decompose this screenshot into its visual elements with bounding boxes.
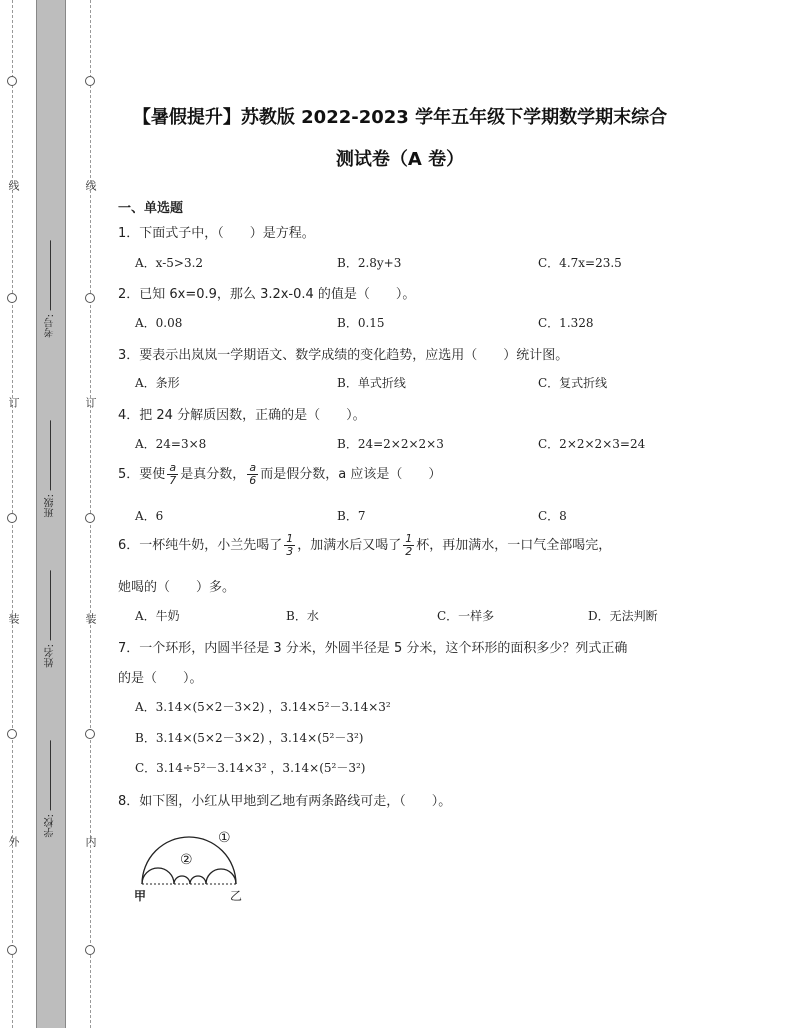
q6-option-d[interactable]: D．无法判断 <box>588 609 658 623</box>
fraction: $\frac{1}{2}$ <box>405 532 413 558</box>
route-1-label: ① <box>218 830 231 846</box>
q3-option-a[interactable]: A．条形 <box>135 376 180 390</box>
page-title: 【暑假提升】苏教版 2022-2023 学年五年级下学期数学期末综合 <box>132 107 668 128</box>
q2-option-c[interactable]: C．1.328 <box>538 316 594 330</box>
margin-char: 内 <box>84 836 97 847</box>
question-3: 3．要表示出岚岚一学期语文、数学成绩的变化趋势，应选用（ ）统计图。 <box>118 348 569 363</box>
start-label: 甲 <box>134 889 147 903</box>
route-2-arc <box>174 876 190 884</box>
q6-option-a[interactable]: A．牛奶 <box>135 609 180 623</box>
q2-option-a[interactable]: A．0.08 <box>135 316 183 330</box>
margin-char: 线 <box>7 180 20 191</box>
route-2-arc <box>190 876 206 884</box>
margin-char: 订 <box>84 397 97 408</box>
q7-option-a[interactable]: A．3.14×(5×2－3×2) ，3.14×5²－3.14×3² <box>135 700 391 714</box>
q6-option-b[interactable]: B．水 <box>286 609 319 623</box>
question-6-line2: 她喝的（ ）多。 <box>118 580 236 595</box>
route-diagram <box>130 822 250 908</box>
binding-hole <box>85 729 95 739</box>
fraction: $\frac{1}{3}$ <box>286 532 294 558</box>
class-field[interactable]: 班级: <box>43 420 58 517</box>
margin-char: 订 <box>7 397 20 408</box>
margin-char: 外 <box>7 836 20 847</box>
margin-char: 装 <box>84 613 97 624</box>
q7-option-b[interactable]: B．3.14×(5×2－3×2) ，3.14×(5²－3²) <box>135 731 364 745</box>
binding-hole <box>7 729 17 739</box>
q6-option-c[interactable]: C．一样多 <box>437 609 495 623</box>
q4-option-c[interactable]: C．2×2×2×3=24 <box>538 437 646 451</box>
question-7: 7．一个环形，内圆半径是 3 分米，外圆半径是 5 分米，这个环形的面积多少？列式正确 <box>118 641 628 656</box>
q2-option-b[interactable]: B．0.15 <box>337 316 385 330</box>
end-label: 乙 <box>230 889 243 903</box>
section-heading: 一、单选题 <box>118 201 184 216</box>
binding-hole <box>7 76 17 86</box>
question-2: 2．已知 6x=0.9，那么 3.2x-0.4 的值是（ ）。 <box>118 287 416 302</box>
route-2-arc <box>142 868 174 884</box>
exam-number-field[interactable]: 考号: <box>43 240 58 337</box>
binding-hole <box>7 513 17 523</box>
q4-option-b[interactable]: B．24=2×2×2×3 <box>337 437 444 451</box>
question-8: 8．如下图，小红从甲地到乙地有两条路线可走，（ ）。 <box>118 794 452 809</box>
binding-hole <box>7 945 17 955</box>
school-field[interactable]: 学校: <box>43 740 58 837</box>
q3-option-b[interactable]: B．单式折线 <box>337 376 406 390</box>
binding-hole <box>85 945 95 955</box>
name-field[interactable]: 姓名: <box>43 570 58 667</box>
q4-option-a[interactable]: A．24=3×8 <box>135 437 207 451</box>
q1-option-c[interactable]: C．4.7x=23.5 <box>538 256 622 270</box>
question-4: 4．把 24 分解质因数，正确的是（ ）。 <box>118 408 366 423</box>
route-2-label: ② <box>180 852 193 868</box>
binding-hole <box>85 76 95 86</box>
q5-option-c[interactable]: C．8 <box>538 509 567 523</box>
binding-hole <box>85 513 95 523</box>
q3-option-c[interactable]: C．复式折线 <box>538 376 608 390</box>
question-5: 5．要使 $\frac{a}{7}$ 是真分数， $\frac{a}{6}$ 而是假分数，a 应该是（ ） <box>118 461 442 487</box>
question-6: 6．一杯纯牛奶，小兰先喝了 $\frac{1}{3}$ ，加满水后又喝了 $\frac{1}{2}$ 杯，再加满水，一口气全部喝完， <box>118 532 612 558</box>
fraction: $\frac{a}{6}$ <box>249 461 257 487</box>
page-subtitle: 测试卷（A 卷） <box>335 149 465 170</box>
binding-hole <box>7 293 17 303</box>
q5-option-b[interactable]: B．7 <box>337 509 366 523</box>
q1-option-b[interactable]: B．2.8y+3 <box>337 256 402 270</box>
q5-option-a[interactable]: A．6 <box>135 509 164 523</box>
q7-option-c[interactable]: C．3.14÷5²－3.14×3² ，3.14×(5²－3²) <box>135 761 366 775</box>
question-1: 1．下面式子中，（ ）是方程。 <box>118 226 315 241</box>
fraction: $\frac{a}{7}$ <box>169 461 177 487</box>
margin-char: 线 <box>84 180 97 191</box>
route-2-arc <box>206 869 236 884</box>
question-7-line2: 的是（ ）。 <box>118 671 203 686</box>
binding-hole <box>85 293 95 303</box>
q1-option-a[interactable]: A．x-5>3.2 <box>135 256 204 270</box>
margin-char: 装 <box>7 613 20 624</box>
